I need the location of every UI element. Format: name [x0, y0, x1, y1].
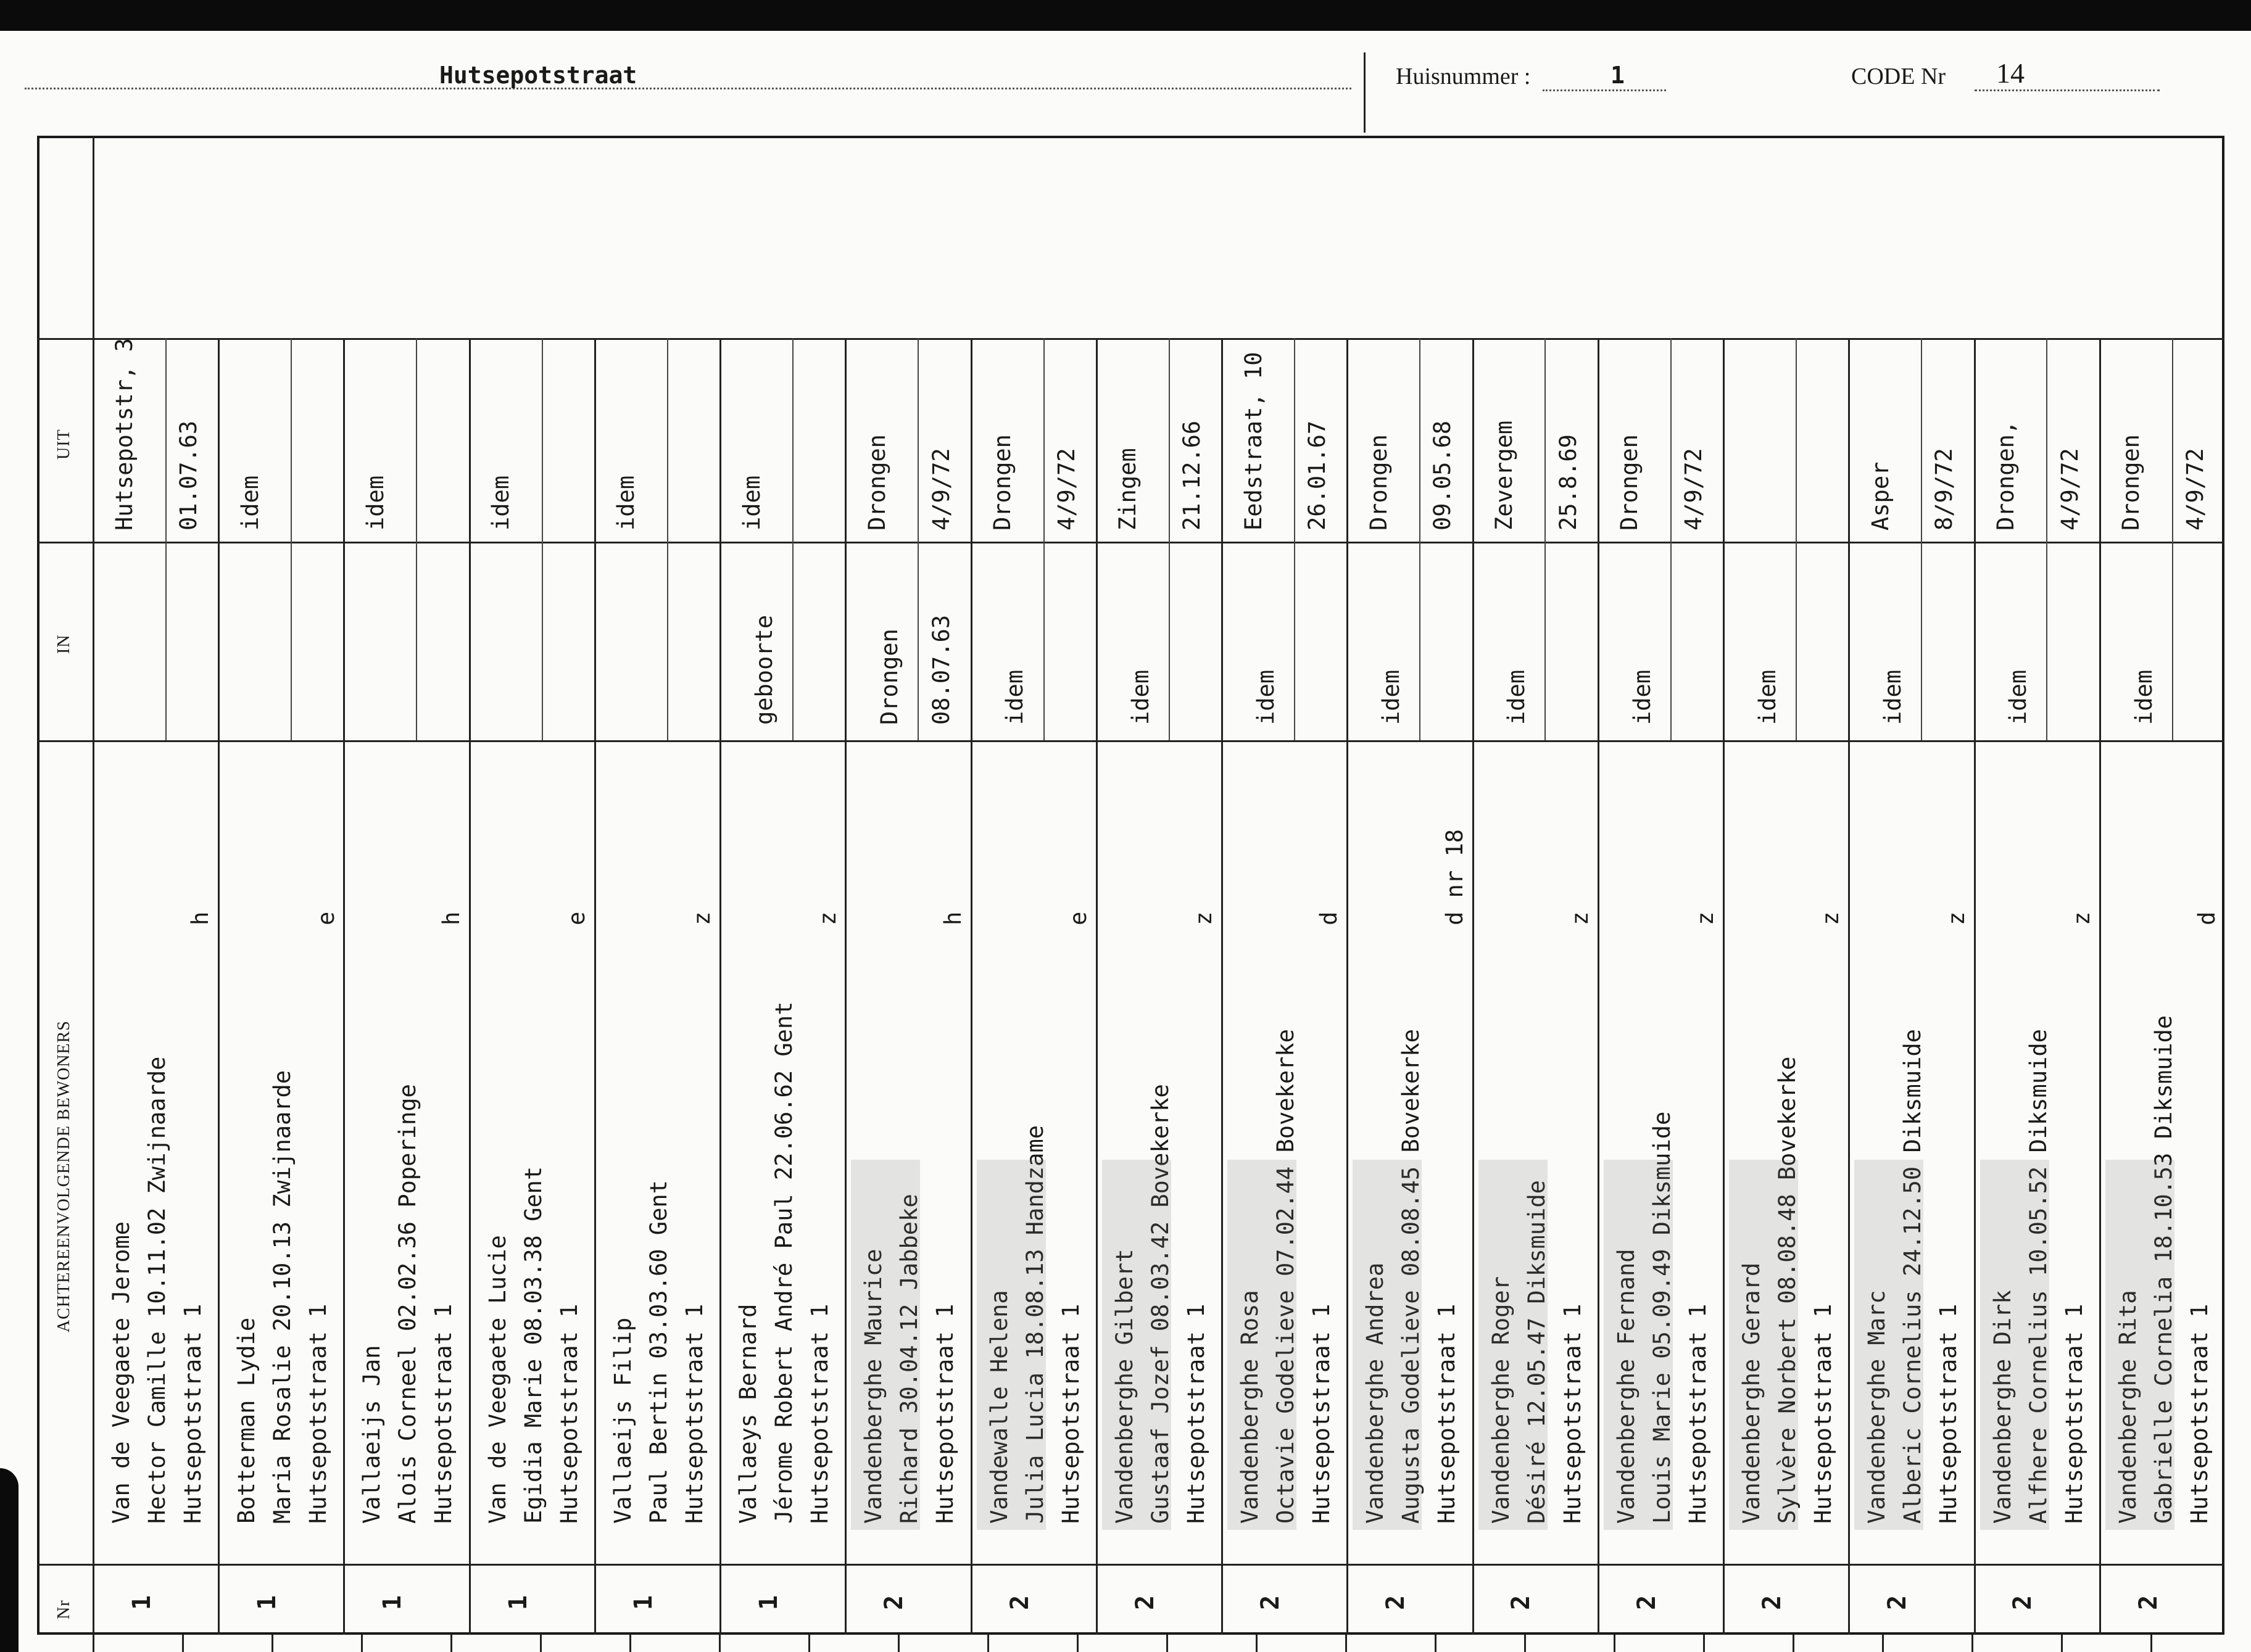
resident-name: Vandenberghe Gilbert — [1111, 1249, 1138, 1524]
bottom-tick — [1435, 1635, 1436, 1652]
date-sub-line — [1043, 338, 1045, 740]
uit-place: Drongen — [989, 434, 1016, 531]
row-separator — [1096, 338, 1098, 1635]
uit-date: 4/9/72 — [2057, 448, 2083, 531]
resident-sex-code: z — [1692, 911, 1718, 925]
date-sub-line — [1419, 338, 1420, 740]
resident-address: Hutsepotstraat 1 — [1308, 1303, 1335, 1524]
row-separator — [1974, 338, 1976, 1635]
row-nr: 1 — [629, 1595, 658, 1610]
bottom-tick — [1703, 1635, 1705, 1652]
resident-name: Botterman Lydie — [233, 1317, 260, 1524]
bottom-tick — [361, 1635, 363, 1652]
row-nr: 2 — [1633, 1595, 1661, 1610]
uit-place: Hutsepotstr, 3 — [111, 338, 138, 531]
uit-date: 25.8.69 — [1555, 434, 1582, 531]
resident-details: Gustaaf Jozef 08.03.42 Bovekerke — [1147, 1084, 1174, 1524]
bottom-tick — [182, 1635, 184, 1652]
uit-place: idem — [487, 475, 514, 531]
in-place: idem — [1880, 669, 1906, 725]
resident-details: Hector Camille 10.11.02 Zwijnaarde — [144, 1056, 170, 1524]
scan-top-edge — [0, 0, 2251, 31]
row-separator — [469, 338, 471, 1635]
scan-smudge — [2105, 1160, 2174, 1530]
row-nr: 1 — [253, 1595, 281, 1610]
scan-smudge — [977, 1160, 1046, 1530]
code-label: CODE Nr — [1851, 64, 1946, 89]
resident-name: Vallaeijs Jan — [359, 1345, 385, 1524]
date-sub-line — [918, 338, 919, 740]
in-place: geboorte — [751, 614, 777, 725]
resident-details: Julia Lucia 18.08.13 Handzame — [1022, 1125, 1048, 1524]
uit-date: 4/9/72 — [928, 448, 955, 531]
row-separator — [845, 338, 847, 1635]
in-place: Drongen — [876, 629, 903, 725]
resident-address: Hutsepotstraat 1 — [1183, 1303, 1209, 1524]
in-place: idem — [2005, 669, 2031, 725]
resident-details: Alfhere Cornelius 10.05.52 Diksmuide — [2025, 1029, 2052, 1524]
uit-place: Drongen, — [1992, 420, 2019, 531]
resident-sex-code: d — [2194, 911, 2220, 925]
resident-sex-code: h — [940, 911, 966, 925]
in-place: idem — [2131, 669, 2157, 725]
resident-address: Hutsepotstraat 1 — [305, 1303, 331, 1524]
date-sub-line — [2172, 338, 2173, 740]
uit-date: 01.07.63 — [175, 420, 202, 531]
resident-details: Octavie Godelieve 07.02.44 Bovekerke — [1272, 1029, 1299, 1524]
bottom-tick — [2150, 1635, 2152, 1652]
row-separator — [2099, 338, 2101, 1635]
row-nr: 2 — [1382, 1595, 1410, 1610]
uit-place: idem — [613, 475, 639, 531]
resident-details: Gabrielle Cornelia 18.10.53 Diksmuide — [2150, 1015, 2177, 1524]
uit-date: 4/9/72 — [1680, 448, 1707, 531]
in-place: idem — [1127, 669, 1154, 725]
resident-name: Vallaeijs Filip — [610, 1317, 636, 1524]
resident-name: Vandenberghe Rita — [2115, 1290, 2141, 1524]
row-nr: 2 — [2134, 1595, 2163, 1610]
date-sub-line — [165, 338, 167, 740]
scan-smudge — [1980, 1160, 2049, 1530]
scan-smudge — [1854, 1160, 1923, 1530]
resident-name: Vallaeys Bernard — [735, 1303, 761, 1524]
uit-place: Drongen — [864, 434, 890, 531]
row-nr: 2 — [880, 1595, 908, 1610]
in-place: idem — [1503, 669, 1530, 725]
row-nr: 2 — [1006, 1595, 1034, 1610]
header-column-line — [93, 136, 94, 1635]
resident-address: Hutsepotstraat 1 — [180, 1303, 206, 1524]
uit-place: Eedstraat, 10 — [1240, 352, 1267, 531]
resident-sex-code: z — [689, 911, 715, 925]
resident-name: Vandewalle Helena — [986, 1290, 1013, 1524]
bottom-tick — [1524, 1635, 1526, 1652]
date-sub-line — [1544, 338, 1546, 740]
resident-address: Hutsepotstraat 1 — [932, 1303, 958, 1524]
scan-smudge — [1478, 1160, 1548, 1530]
row-nr: 1 — [755, 1595, 783, 1610]
bottom-tick — [1793, 1635, 1794, 1652]
band-line-uit — [37, 338, 2224, 340]
bottom-tick — [1971, 1635, 1973, 1652]
resident-sex-code: e — [313, 911, 339, 925]
bottom-tick — [93, 1635, 94, 1652]
uit-place: idem — [739, 475, 765, 531]
resident-address: Hutsepotstraat 1 — [681, 1303, 708, 1524]
resident-address: Hutsepotstraat 1 — [2186, 1303, 2213, 1524]
resident-name: Vandenberghe Maurice — [860, 1249, 887, 1524]
resident-name: Vandenberghe Roger — [1488, 1276, 1514, 1524]
row-separator — [1598, 338, 1599, 1635]
resident-name: Vandenberghe Dirk — [1989, 1290, 2016, 1524]
row-nr: 2 — [1758, 1595, 1786, 1610]
bottom-tick — [898, 1635, 900, 1652]
row-separator — [218, 338, 220, 1635]
resident-sex-code: z — [1190, 911, 1217, 925]
date-sub-line — [792, 338, 794, 740]
row-nr: 1 — [378, 1595, 407, 1610]
column-header-bewoners: ACHTEREENVOLGENDE BEWONERS — [54, 1020, 73, 1332]
resident-sex-code: z — [1817, 911, 1844, 925]
uit-place: Drongen — [1366, 434, 1392, 531]
row-separator — [1472, 338, 1474, 1635]
band-line-bewoners — [37, 740, 2224, 742]
bottom-tick — [540, 1635, 542, 1652]
in-place: idem — [1001, 669, 1028, 725]
resident-details: Paul Bertin 03.03.60 Gent — [645, 1180, 672, 1524]
resident-address: Hutsepotstraat 1 — [1058, 1303, 1084, 1524]
resident-name: Vandenberghe Marc — [1863, 1290, 1890, 1524]
row-nr: 2 — [2008, 1595, 2037, 1610]
column-header-uit: UIT — [54, 429, 73, 460]
row-nr: 1 — [128, 1595, 156, 1610]
resident-address: Hutsepotstraat 1 — [2061, 1303, 2087, 1524]
resident-details: Jérome Robert André Paul 22.06.62 Gent — [771, 1001, 797, 1524]
house-dotted-line — [1543, 89, 1666, 91]
uit-place: Drongen — [1616, 434, 1643, 531]
resident-address: Hutsepotstraat 1 — [430, 1303, 457, 1524]
band-line-nr — [37, 1564, 2224, 1566]
house-number: 1 — [1611, 62, 1625, 89]
row-nr: 2 — [1256, 1595, 1285, 1610]
resident-sex-code: e — [1065, 911, 1092, 925]
resident-sex-code: d nr 18 — [1441, 829, 1468, 925]
header-separator — [1364, 52, 1366, 133]
code-number: 14 — [1996, 57, 2025, 89]
bottom-tick — [629, 1635, 631, 1652]
uit-date: 21.12.66 — [1179, 420, 1205, 531]
row-separator — [1848, 338, 1850, 1635]
resident-details: Richard 30.04.12 Jabbeke — [896, 1194, 922, 1524]
scan-smudge — [1353, 1160, 1422, 1530]
in-place: idem — [1378, 669, 1404, 725]
bottom-tick — [2061, 1635, 2063, 1652]
scan-smudge — [1729, 1160, 1798, 1530]
uit-place: Asper — [1867, 461, 1894, 531]
resident-sex-code: e — [563, 911, 590, 925]
uit-place: Zevergem — [1491, 420, 1517, 531]
resident-name: Vandenberghe Andrea — [1362, 1262, 1388, 1524]
resident-details: Sylvère Norbert 08.08.48 Bovekerke — [1774, 1056, 1801, 1524]
date-sub-line — [291, 338, 292, 740]
bottom-tick — [450, 1635, 452, 1652]
uit-place: Drongen — [2118, 434, 2144, 531]
resident-sex-code: z — [1943, 911, 1970, 925]
scan-smudge — [851, 1160, 920, 1530]
resident-address: Hutsepotstraat 1 — [806, 1303, 833, 1524]
street-dotted-line — [25, 88, 1351, 89]
date-sub-line — [1796, 338, 1797, 740]
date-sub-line — [1169, 338, 1170, 740]
date-sub-line — [1670, 338, 1672, 740]
resident-address: Hutsepotstraat 1 — [1433, 1303, 1460, 1524]
date-sub-line — [1294, 338, 1295, 740]
date-sub-line — [2046, 338, 2047, 740]
resident-address: Hutsepotstraat 1 — [1559, 1303, 1586, 1524]
uit-place: idem — [237, 475, 263, 531]
date-sub-line — [1921, 338, 1922, 740]
uit-date: 26.01.67 — [1304, 420, 1330, 531]
row-nr: 2 — [1507, 1595, 1535, 1610]
resident-sex-code: h — [438, 911, 465, 925]
resident-details: Louis Marie 05.09.49 Diksmuide — [1649, 1111, 1675, 1524]
resident-details: Alberic Cornelius 24.12.50 Diksmuide — [1899, 1029, 1926, 1524]
row-nr: 1 — [504, 1595, 533, 1610]
in-place: idem — [1754, 669, 1781, 725]
bottom-tick — [1256, 1635, 1258, 1652]
resident-details: Maria Rosalie 20.10.13 Zwijnaarde — [269, 1070, 296, 1524]
house-number-label: Huisnummer : — [1396, 64, 1531, 89]
resident-address: Hutsepotstraat 1 — [1685, 1303, 1711, 1524]
row-nr: 2 — [1883, 1595, 1912, 1610]
resident-sex-code: z — [2068, 911, 2095, 925]
resident-details: Augusta Godelieve 08.08.45 Bovekerke — [1398, 1029, 1424, 1524]
uit-place: Zingem — [1114, 448, 1141, 531]
row-nr: 2 — [1131, 1595, 1159, 1610]
date-sub-line — [542, 338, 543, 740]
resident-sex-code: z — [1567, 911, 1593, 925]
scan-smudge — [1604, 1160, 1673, 1530]
uit-date: 8/9/72 — [1931, 448, 1957, 531]
in-date: 08.07.63 — [928, 614, 955, 725]
row-separator — [343, 338, 345, 1635]
bottom-tick — [1614, 1635, 1615, 1652]
resident-sex-code: z — [815, 911, 841, 925]
row-separator — [1346, 338, 1348, 1635]
code-dotted-line — [1975, 89, 2160, 91]
resident-details: Alois Corneel 02.02.36 Poperinge — [394, 1084, 421, 1524]
bottom-tick — [1077, 1635, 1079, 1652]
bottom-tick — [987, 1635, 989, 1652]
resident-name: Vandenberghe Rosa — [1237, 1290, 1263, 1524]
column-header-nr: Nr — [54, 1600, 73, 1619]
column-header-in: IN — [54, 634, 73, 654]
in-place: idem — [1253, 669, 1279, 725]
uit-date: 09.05.68 — [1429, 420, 1456, 531]
row-separator — [719, 338, 721, 1635]
scan-corner-edge — [0, 1468, 19, 1652]
row-separator — [1723, 338, 1725, 1635]
in-place: idem — [1629, 669, 1656, 725]
street-name: Hutsepotstraat — [439, 62, 637, 89]
bottom-tick — [719, 1635, 721, 1652]
date-sub-line — [416, 338, 417, 740]
bottom-tick — [1882, 1635, 1884, 1652]
resident-details: Désiré 12.05.47 Diksmuide — [1523, 1180, 1550, 1524]
resident-sex-code: d — [1316, 911, 1342, 925]
bottom-tick — [1166, 1635, 1168, 1652]
row-separator — [594, 338, 596, 1635]
resident-address: Hutsepotstraat 1 — [1935, 1303, 1962, 1524]
resident-details: Egidia Marie 08.03.38 Gent — [520, 1166, 547, 1524]
resident-name: Van de Veegaete Lucie — [484, 1235, 511, 1524]
date-sub-line — [667, 338, 668, 740]
resident-address: Hutsepotstraat 1 — [1810, 1303, 1836, 1524]
resident-address: Hutsepotstraat 1 — [556, 1303, 582, 1524]
row-separator — [1221, 338, 1223, 1635]
bottom-tick — [272, 1635, 273, 1652]
band-line-in — [37, 542, 2224, 543]
uit-date: 4/9/72 — [2182, 448, 2208, 531]
scan-smudge — [1227, 1160, 1296, 1530]
bottom-tick — [1345, 1635, 1347, 1652]
row-separator — [971, 338, 972, 1635]
resident-name: Vandenberghe Gerard — [1738, 1262, 1765, 1524]
uit-place: idem — [362, 475, 389, 531]
resident-sex-code: h — [187, 911, 213, 925]
resident-name: Van de Veegaete Jerome — [108, 1221, 135, 1524]
resident-name: Vandenberghe Fernand — [1613, 1249, 1640, 1524]
bottom-tick — [808, 1635, 810, 1652]
scan-smudge — [1102, 1160, 1171, 1530]
uit-date: 4/9/72 — [1053, 448, 1080, 531]
